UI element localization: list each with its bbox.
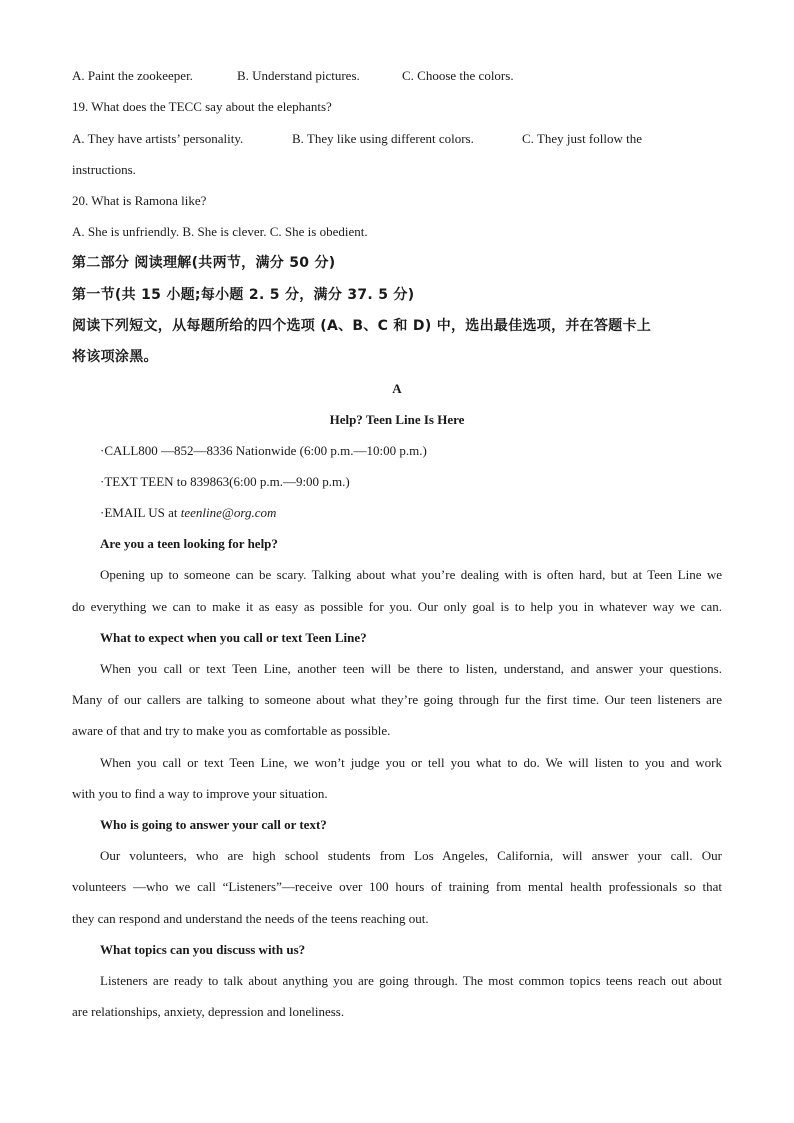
email-prefix: ·EMAIL US at [100, 505, 181, 520]
q19-option-c: C. They just follow the [522, 131, 643, 146]
q19-option-a: A. They have artists’ personality. [72, 131, 244, 146]
contact-call: ·CALL800 —852—8336 Nationwide (6:00 p.m.—10:00 p.m.) [100, 443, 427, 458]
contact-text: ·TEXT TEEN to 839863(6:00 p.m.—9:00 p.m.) [100, 474, 350, 489]
passage-letter: A [392, 381, 402, 396]
instruction-line-2: 将该项涂黑。 [72, 349, 158, 365]
subheading-what-to-expect: What to expect when you call or text Teen Line? [100, 630, 367, 645]
paragraph-4-line-3: they can respond and understand the needs of the teens reaching out. [72, 911, 429, 926]
paragraph-2-line-2: Many of our callers are talking to someone about what they’re going through fur the first time. Our teen listeners are [72, 692, 722, 707]
paragraph-1-line-2: do everything we can to make it as easy as possible for you. Our only goal is to help you in whatever way we can. [72, 599, 722, 614]
sub-heading: 第一节(共 15 小题;每小题 2. 5 分，满分 37. 5 分) [72, 287, 415, 303]
q19-option-b: B. They like using different colors. [292, 131, 474, 146]
contact-email-line [100, 505, 722, 521]
part-heading: 第二部分 阅读理解(共两节，满分 50 分) [72, 255, 336, 271]
q18-options [72, 68, 722, 84]
paragraph-2-line-3: aware of that and try to make you as comfortable as possible. [72, 723, 391, 738]
paragraph-4-line-1: Our volunteers, who are high school students from Los Angeles, California, will answer your call. Our [100, 848, 722, 863]
q19-question: 19. What does the TECC say about the elephants? [72, 99, 332, 114]
paragraph-4-line-2: volunteers —who we call “Listeners”—receive over 100 hours of training from mental health professionals so that [72, 879, 722, 894]
q19-option-c-continued: instructions. [72, 162, 136, 177]
paragraph-2-line-1: When you call or text Teen Line, another teen will be there to listen, understand, and answer your questions. [100, 661, 722, 676]
q20-options: A. She is unfriendly. B. She is clever. C. She is obedient. [72, 224, 368, 239]
subheading-looking-for-help: Are you a teen looking for help? [100, 536, 278, 551]
paragraph-5-line-1: Listeners are ready to talk about anything you are going through. The most common topics teens reach out about [100, 973, 722, 988]
paragraph-3-line-2: with you to find a way to improve your situation. [72, 786, 328, 801]
q18-option-a: A. Paint the zookeeper. [72, 68, 193, 83]
paragraph-1-line-1: Opening up to someone can be scary. Talking about what you’re dealing with is often hard, but at Teen Line we [100, 567, 722, 582]
q18-option-c: C. Choose the colors. [402, 68, 514, 83]
subheading-topics: What topics can you discuss with us? [100, 942, 306, 957]
q18-option-b: B. Understand pictures. [237, 68, 360, 83]
passage-title: Help? Teen Line Is Here [329, 412, 465, 427]
q19-options [72, 131, 722, 147]
paragraph-5-line-2: are relationships, anxiety, depression and loneliness. [72, 1004, 345, 1019]
email-address: teenline@org.com [180, 505, 277, 520]
subheading-who-answers: Who is going to answer your call or text? [100, 817, 327, 832]
q20-question: 20. What is Ramona like? [72, 193, 207, 208]
instruction-line-1: 阅读下列短文，从每题所给的四个选项 (A、B、C 和 D) 中，选出最佳选项，并在答题卡上 [72, 318, 652, 334]
paragraph-3-line-1: When you call or text Teen Line, we won’t judge you or tell you what to do. We will listen to you and work [100, 755, 722, 770]
